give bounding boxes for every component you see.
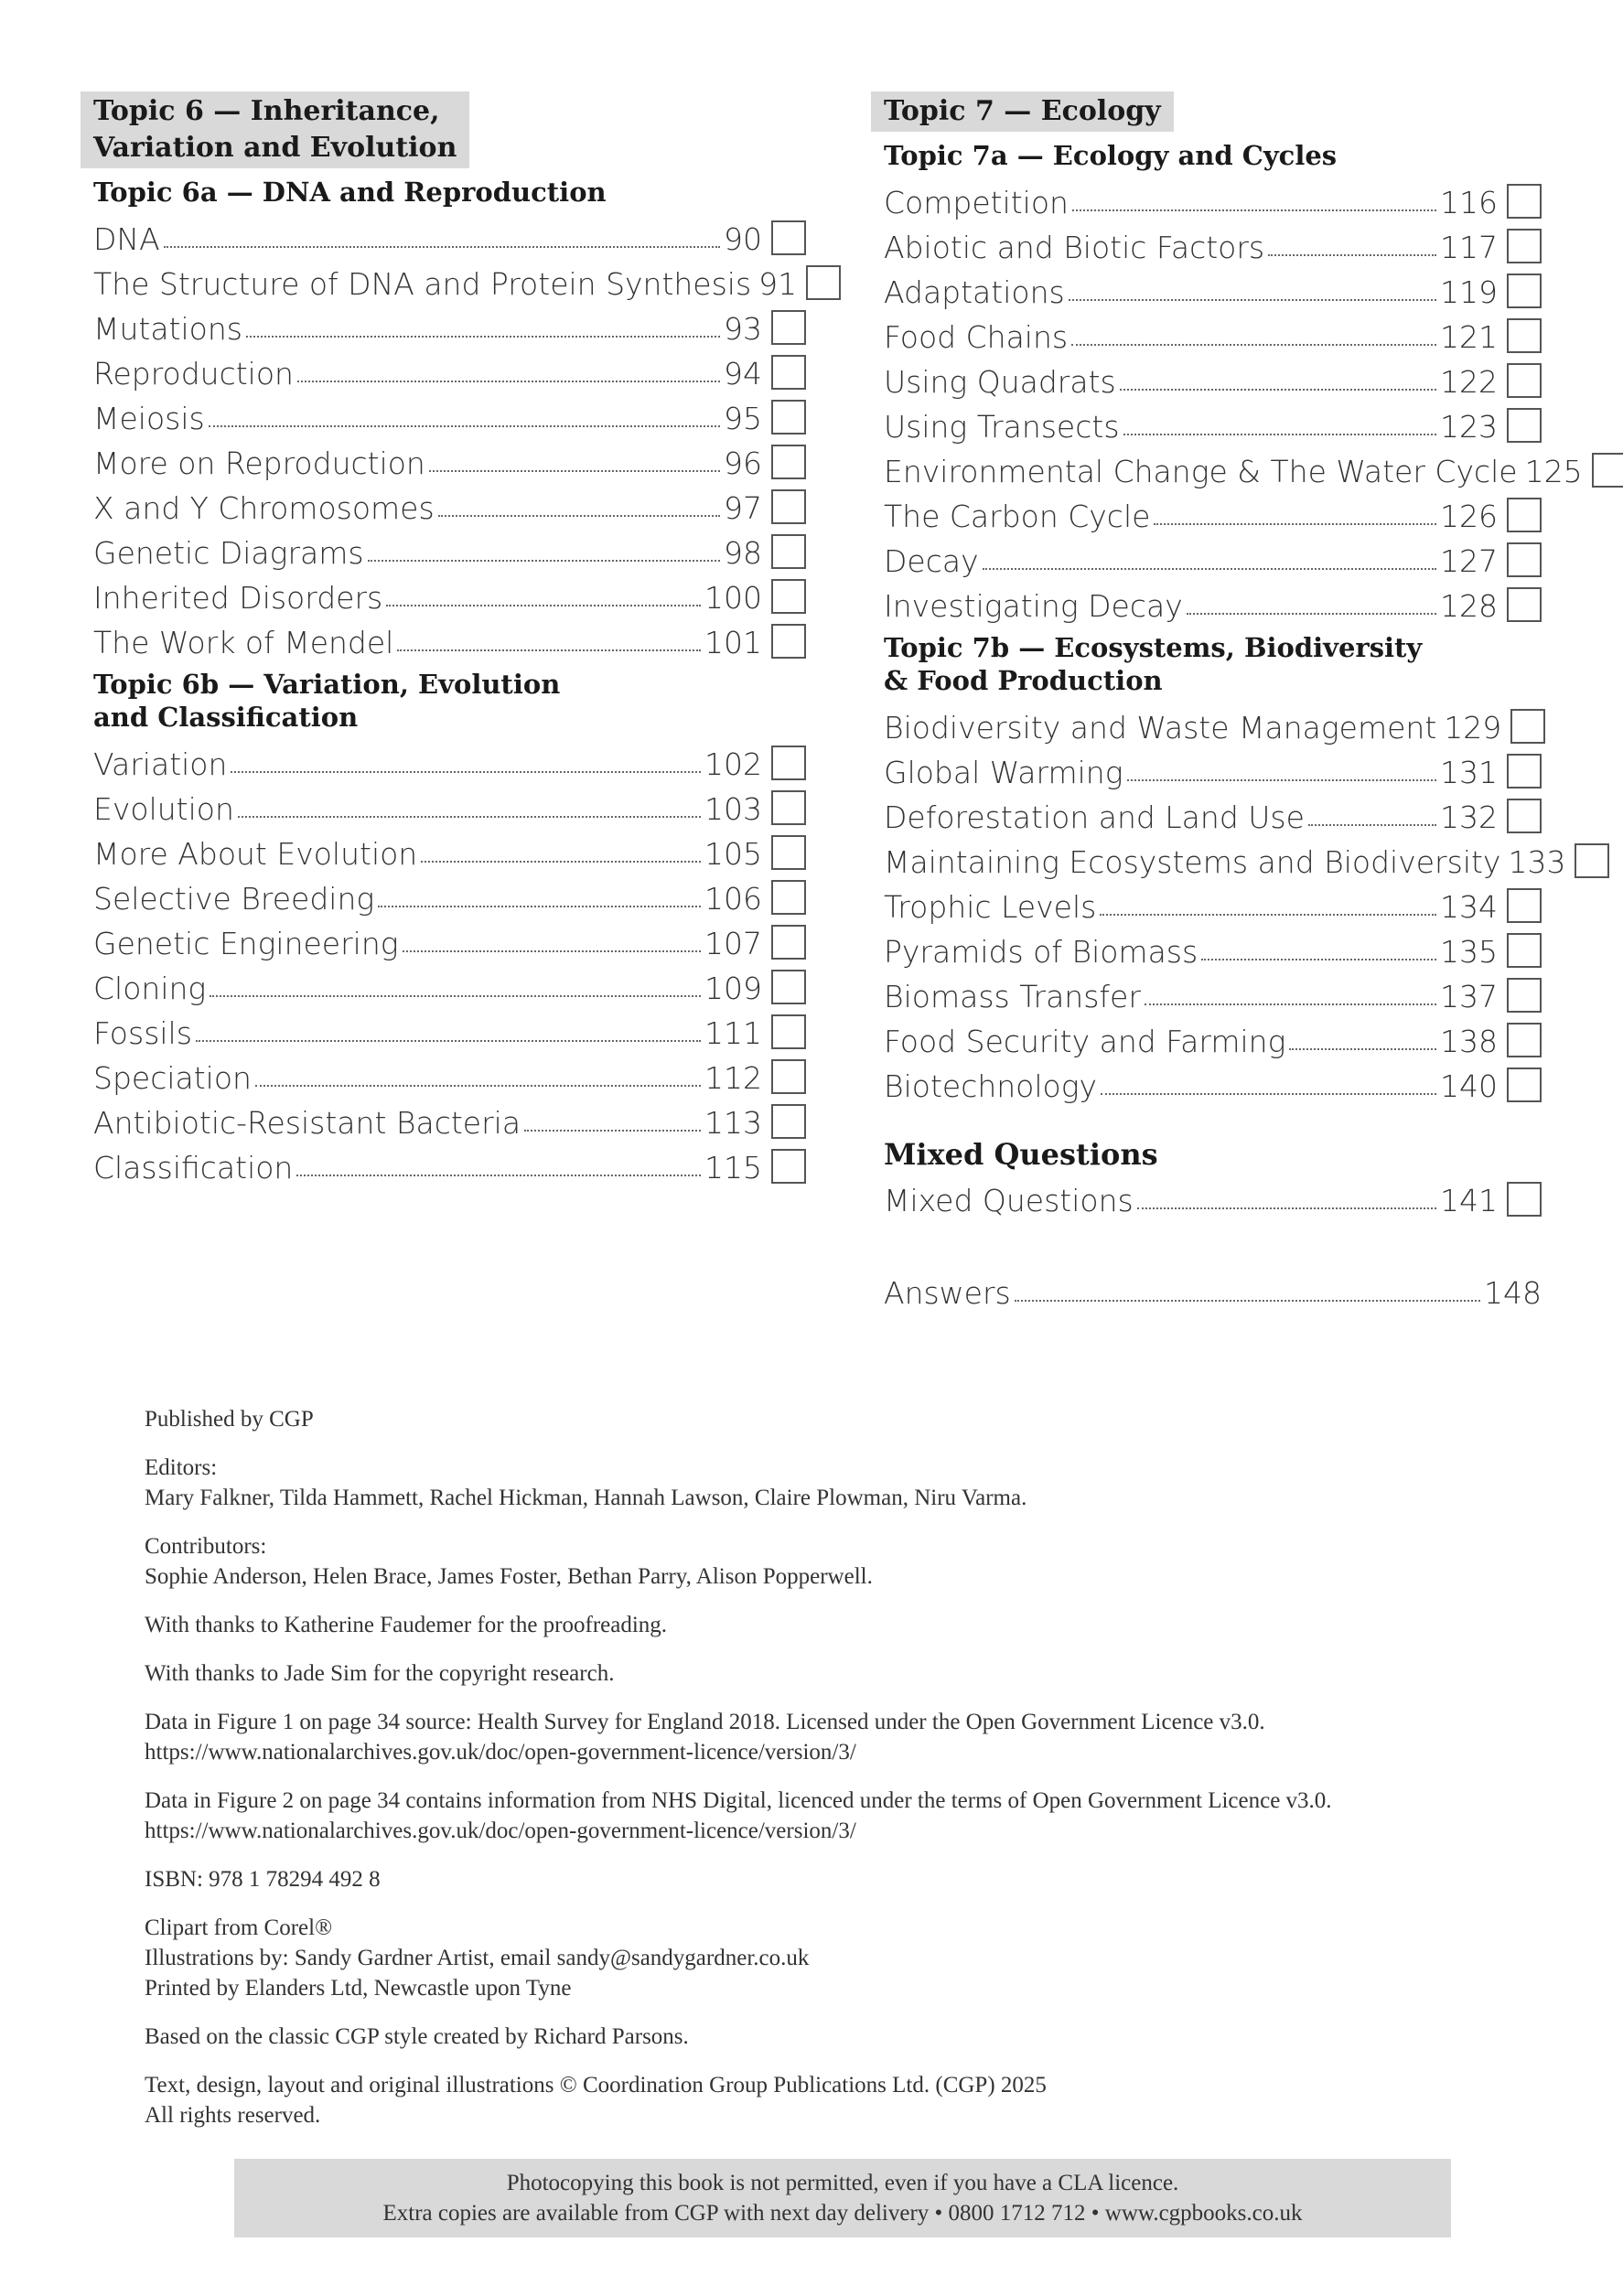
- entry-title: Mixed Questions: [884, 1183, 1134, 1218]
- toc-entry[interactable]: [93, 1141, 806, 1186]
- dot-leader: [1308, 824, 1436, 826]
- dot-leader: [1101, 1093, 1436, 1095]
- left-column: [81, 91, 806, 1186]
- entry-page: 122: [1440, 364, 1498, 400]
- entry-page: 105: [704, 836, 762, 872]
- entry-title: Food Security and Farming: [884, 1024, 1286, 1059]
- toc-entry[interactable]: [884, 534, 1542, 579]
- entry-page: 126: [1440, 499, 1498, 534]
- progress-checkbox[interactable]: [1507, 498, 1542, 532]
- toc-entry[interactable]: [884, 445, 1583, 489]
- entry-page: 107: [704, 926, 762, 961]
- dot-leader: [397, 649, 701, 651]
- dot-leader: [403, 950, 701, 952]
- toc-entry[interactable]: [93, 1051, 806, 1096]
- copyright-footer: [234, 2159, 1451, 2237]
- toc-entry[interactable]: [884, 220, 1542, 265]
- entry-title: Competition: [884, 185, 1069, 220]
- dot-leader: [368, 560, 720, 562]
- entry-page: 138: [1440, 1024, 1498, 1059]
- dot-leader: [238, 816, 701, 818]
- progress-checkbox[interactable]: [1507, 1182, 1542, 1217]
- toc-entry[interactable]: [93, 526, 806, 571]
- credit-paragraph: ISBN: 978 1 78294 492 8: [145, 1867, 381, 1892]
- dot-leader: [210, 995, 701, 997]
- dot-leader: [1120, 389, 1436, 391]
- progress-checkbox[interactable]: [1507, 318, 1542, 353]
- section-heading: Topic 7a — Ecology and Cycles: [884, 140, 1338, 171]
- entry-page: 95: [724, 401, 762, 436]
- dot-leader: [1289, 1048, 1436, 1050]
- toc-entry[interactable]: [884, 1014, 1542, 1059]
- dot-leader: [524, 1130, 701, 1132]
- toc-entry[interactable]: [93, 571, 806, 616]
- dot-leader: [386, 605, 701, 606]
- entry-title: Biomass Transfer: [884, 979, 1141, 1014]
- credit-paragraph: Published by CGP: [145, 1407, 314, 1432]
- entry-page: 119: [1440, 274, 1498, 310]
- entry-page: 132: [1440, 799, 1498, 835]
- entry-title: More About Evolution: [93, 836, 418, 872]
- progress-checkbox[interactable]: [771, 534, 806, 569]
- entry-title: Investigating Decay: [884, 588, 1183, 624]
- entry-title: Trophic Levels: [884, 889, 1097, 925]
- progress-checkbox[interactable]: [1575, 843, 1609, 878]
- entry-page: 91: [758, 266, 798, 302]
- toc-entry[interactable]: [93, 436, 806, 481]
- entry-title: The Structure of DNA and Protein Synthesis: [93, 266, 752, 302]
- entry-title: Selective Breeding: [93, 881, 375, 917]
- credit-paragraph: Editors: Mary Falkner, Tilda Hammett, Rachel Hickman, Hannah Lawson, Claire Plowman, Niru Varma.: [145, 1455, 1027, 1510]
- progress-checkbox[interactable]: [806, 265, 841, 300]
- dot-leader: [378, 906, 701, 907]
- entry-page: 97: [724, 490, 762, 526]
- dot-leader: [1123, 434, 1436, 435]
- credit-paragraph: Based on the classic CGP style created by Richard Parsons.: [145, 2024, 689, 2049]
- entry-title: Antibiotic-Resistant Bacteria: [93, 1105, 521, 1141]
- progress-checkbox[interactable]: [771, 835, 806, 870]
- toc-entry[interactable]: [93, 257, 806, 302]
- toc-entry[interactable]: [93, 347, 806, 392]
- dot-leader: [429, 470, 720, 472]
- progress-checkbox[interactable]: [1507, 888, 1542, 923]
- dot-leader: [164, 246, 720, 248]
- footer-line: Extra copies are available from CGP with next day delivery • 0800 1712 712 • www.cgpbooks.co.uk: [382, 2201, 1303, 2226]
- dot-leader: [1127, 779, 1436, 781]
- dot-leader: [196, 1040, 701, 1042]
- entry-title: Classification: [93, 1150, 294, 1186]
- topic-6-title: Topic 6 — Inheritance, Variation and Evolution: [81, 91, 469, 168]
- toc-entry-answers[interactable]: [884, 1266, 1542, 1311]
- entry-title: Food Chains: [884, 319, 1069, 355]
- entry-page: 100: [704, 580, 762, 616]
- toc-entry[interactable]: [93, 212, 806, 257]
- entry-title: Using Transects: [884, 409, 1120, 445]
- toc-entry[interactable]: [884, 701, 1542, 746]
- entry-page: 102: [704, 746, 762, 782]
- credit-paragraph: With thanks to Katherine Faudemer for the proofreading.: [145, 1613, 668, 1637]
- entry-page: 96: [724, 445, 762, 481]
- section-heading: Topic 7b — Ecosystems, Biodiversity & Food Production: [884, 632, 1423, 696]
- entry-page: 115: [704, 1150, 762, 1186]
- entry-page: 98: [724, 535, 762, 571]
- entry-page: 94: [724, 356, 762, 392]
- progress-checkbox[interactable]: [1507, 1023, 1542, 1057]
- dot-leader: [1145, 1003, 1436, 1005]
- progress-checkbox[interactable]: [771, 1104, 806, 1139]
- dot-leader: [1154, 523, 1436, 525]
- toc-entry[interactable]: [884, 835, 1566, 880]
- toc-entry[interactable]: [93, 827, 806, 872]
- entry-title: Variation: [93, 746, 228, 782]
- credit-paragraph: Data in Figure 1 on page 34 source: Health Survey for England 2018. Licensed under the Open Government Licence v3.0. https://www.nationalarchives.gov.uk/doc/open-government-licence/version/3/: [145, 1710, 1265, 1765]
- toc-entry[interactable]: [93, 782, 806, 827]
- progress-checkbox[interactable]: [771, 1059, 806, 1094]
- entry-title: Mutations: [93, 311, 242, 347]
- dot-leader: [1069, 299, 1436, 301]
- entry-page: 141: [1440, 1183, 1498, 1218]
- dot-leader: [1015, 1300, 1480, 1302]
- entry-page: 127: [1440, 543, 1498, 579]
- dot-leader: [1071, 344, 1436, 346]
- toc-entry[interactable]: [884, 579, 1542, 624]
- dot-leader: [421, 861, 701, 863]
- progress-checkbox[interactable]: [1507, 363, 1542, 398]
- progress-checkbox[interactable]: [771, 746, 806, 780]
- progress-checkbox[interactable]: [1507, 408, 1542, 443]
- dot-leader: [297, 381, 720, 382]
- dot-leader: [1137, 1207, 1436, 1209]
- entry-title: Genetic Diagrams: [93, 535, 364, 571]
- entry-title: Adaptations: [884, 274, 1065, 310]
- toc-entry[interactable]: [93, 616, 806, 660]
- progress-checkbox[interactable]: [771, 1014, 806, 1049]
- progress-checkbox[interactable]: [1507, 542, 1542, 577]
- entry-page: 137: [1440, 979, 1498, 1014]
- entry-page: 117: [1440, 230, 1498, 265]
- progress-checkbox[interactable]: [771, 925, 806, 960]
- entry-title: Biodiversity and Waste Management: [884, 710, 1437, 746]
- section-heading: Topic 6a — DNA and Reproduction: [93, 177, 607, 208]
- progress-checkbox[interactable]: [771, 489, 806, 524]
- toc-entry[interactable]: [884, 265, 1542, 310]
- progress-checkbox[interactable]: [1507, 978, 1542, 1013]
- progress-checkbox[interactable]: [1510, 709, 1545, 744]
- entry-title: Pyramids of Biomass: [884, 934, 1198, 970]
- entry-page: 113: [704, 1105, 762, 1141]
- progress-checkbox[interactable]: [1592, 453, 1623, 488]
- progress-checkbox[interactable]: [771, 445, 806, 479]
- toc-entry[interactable]: [884, 970, 1542, 1014]
- entry-title: Deforestation and Land Use: [884, 799, 1305, 835]
- credit-paragraph: Clipart from Corel® Illustrations by: Sandy Gardner Artist, email sandy@sandygardner.co.uk Printed by Elanders Ltd, Newcastle upon Tyne: [145, 1915, 810, 2001]
- toc-entry[interactable]: [884, 925, 1542, 970]
- progress-checkbox[interactable]: [771, 970, 806, 1004]
- credit-paragraph: Data in Figure 2 on page 34 contains information from NHS Digital, licenced under the terms of Open Government Licence v3.0. https://www.nationalarchives.gov.uk/doc/open-government-licence/version/3/: [145, 1788, 1332, 1843]
- entry-title: Speciation: [93, 1060, 252, 1096]
- entry-title: Global Warming: [884, 755, 1123, 790]
- progress-checkbox[interactable]: [771, 400, 806, 435]
- entry-title: X and Y Chromosomes: [93, 490, 435, 526]
- toc-entry[interactable]: [93, 737, 806, 782]
- dot-leader: [1201, 959, 1436, 960]
- entry-title: The Work of Mendel: [93, 625, 394, 660]
- progress-checkbox[interactable]: [1507, 274, 1542, 308]
- entry-title: Inherited Disorders: [93, 580, 383, 616]
- dot-leader: [1072, 209, 1436, 211]
- progress-checkbox[interactable]: [771, 1149, 806, 1184]
- entry-title: Fossils: [93, 1015, 192, 1051]
- entry-title: Cloning: [93, 971, 207, 1006]
- dot-leader: [209, 425, 720, 427]
- entry-page: 111: [704, 1015, 762, 1051]
- toc-entry[interactable]: [884, 310, 1542, 355]
- entry-page: 133: [1508, 844, 1566, 880]
- dot-leader: [1100, 914, 1436, 916]
- entry-title: Meiosis: [93, 401, 205, 436]
- progress-checkbox[interactable]: [771, 310, 806, 345]
- progress-checkbox[interactable]: [1507, 229, 1542, 263]
- dot-leader: [1187, 613, 1436, 615]
- toc-entry[interactable]: [884, 746, 1542, 790]
- toc-entry[interactable]: [884, 790, 1542, 835]
- entry-page: 90: [724, 221, 762, 257]
- right-sections: [871, 139, 1583, 1104]
- entry-page: 148: [1484, 1275, 1542, 1311]
- entry-page: 106: [704, 881, 762, 917]
- toc-entry[interactable]: [884, 176, 1542, 220]
- entry-page: 131: [1440, 755, 1498, 790]
- toc-entry[interactable]: [93, 1006, 806, 1051]
- progress-checkbox[interactable]: [1507, 799, 1542, 833]
- entry-page: 103: [704, 791, 762, 827]
- dot-leader: [983, 568, 1436, 570]
- entry-title: Abiotic and Biotic Factors: [884, 230, 1265, 265]
- entry-page: 135: [1440, 934, 1498, 970]
- dot-leader: [438, 515, 720, 517]
- entry-title: The Carbon Cycle: [884, 499, 1151, 534]
- toc-entry[interactable]: [93, 872, 806, 917]
- footer-line: Photocopying this book is not permitted, even if you have a CLA licence.: [506, 2171, 1179, 2195]
- entry-page: 129: [1444, 710, 1502, 746]
- progress-checkbox[interactable]: [1507, 587, 1542, 622]
- toc-entry[interactable]: [884, 880, 1542, 925]
- entry-page: 140: [1440, 1068, 1498, 1104]
- dot-leader: [246, 336, 720, 338]
- progress-checkbox[interactable]: [1507, 184, 1542, 219]
- entry-page: 128: [1440, 588, 1498, 624]
- progress-checkbox[interactable]: [771, 880, 806, 915]
- entry-title: Using Quadrats: [884, 364, 1116, 400]
- progress-checkbox[interactable]: [1507, 933, 1542, 968]
- credit-paragraph: Contributors: Sophie Anderson, Helen Brace, James Foster, Bethan Parry, Alison Popperwell.: [145, 1534, 873, 1589]
- entry-page: 93: [724, 311, 762, 347]
- toc-entry[interactable]: [93, 392, 806, 436]
- entry-page: 134: [1440, 889, 1498, 925]
- entry-title: Genetic Engineering: [93, 926, 399, 961]
- entry-title: DNA: [93, 221, 160, 257]
- entry-title: Reproduction: [93, 356, 294, 392]
- toc-entry[interactable]: [93, 961, 806, 1006]
- entry-page: 112: [704, 1060, 762, 1096]
- credit-paragraph: With thanks to Jade Sim for the copyright research.: [145, 1661, 615, 1686]
- toc-entry[interactable]: [93, 302, 806, 347]
- entry-title: More on Reproduction: [93, 445, 425, 481]
- right-column: [871, 91, 1583, 1311]
- dot-leader: [1268, 254, 1436, 256]
- progress-checkbox[interactable]: [771, 220, 806, 255]
- toc-entry[interactable]: [93, 481, 806, 526]
- dot-leader: [231, 771, 701, 773]
- entry-title: Maintaining Ecosystems and Biodiversity: [884, 844, 1501, 880]
- toc-entry[interactable]: [884, 400, 1542, 445]
- dot-leader: [296, 1175, 701, 1176]
- section-heading: Topic 6b — Variation, Evolution and Classification: [93, 669, 561, 733]
- progress-checkbox[interactable]: [1507, 754, 1542, 789]
- entry-title: Answers: [884, 1275, 1011, 1311]
- entry-page: 109: [704, 971, 762, 1006]
- toc-entry[interactable]: [93, 917, 806, 961]
- toc-entry[interactable]: [884, 1059, 1542, 1104]
- credit-paragraph: Text, design, layout and original illustrations © Coordination Group Publications Ltd. (CGP) 2025 All rights reserved.: [145, 2073, 1047, 2128]
- entry-page: 116: [1440, 185, 1498, 220]
- toc-entry[interactable]: [884, 355, 1542, 400]
- progress-checkbox[interactable]: [771, 579, 806, 614]
- dot-leader: [255, 1085, 701, 1087]
- publication-credits: [145, 1404, 1517, 2149]
- progress-checkbox[interactable]: [771, 355, 806, 390]
- entry-title: Biotechnology: [884, 1068, 1098, 1104]
- entry-page: 123: [1440, 409, 1498, 445]
- entry-page: 101: [704, 625, 762, 660]
- progress-checkbox[interactable]: [1507, 1068, 1542, 1102]
- toc-entry[interactable]: [93, 1096, 806, 1141]
- entry-page: 121: [1440, 319, 1498, 355]
- entry-page: 125: [1524, 454, 1583, 489]
- progress-checkbox[interactable]: [771, 790, 806, 825]
- entry-title: Evolution: [93, 791, 234, 827]
- topic-7-title: Topic 7 — Ecology: [871, 91, 1174, 132]
- toc-entry[interactable]: [884, 489, 1542, 534]
- mixed-questions-heading: Mixed Questions: [884, 1137, 1158, 1172]
- toc-entry-mixed-questions[interactable]: [884, 1174, 1542, 1218]
- entry-title: Decay: [884, 543, 979, 579]
- entry-title: Environmental Change & The Water Cycle: [884, 454, 1518, 489]
- progress-checkbox[interactable]: [771, 624, 806, 659]
- left-sections: [81, 176, 806, 1186]
